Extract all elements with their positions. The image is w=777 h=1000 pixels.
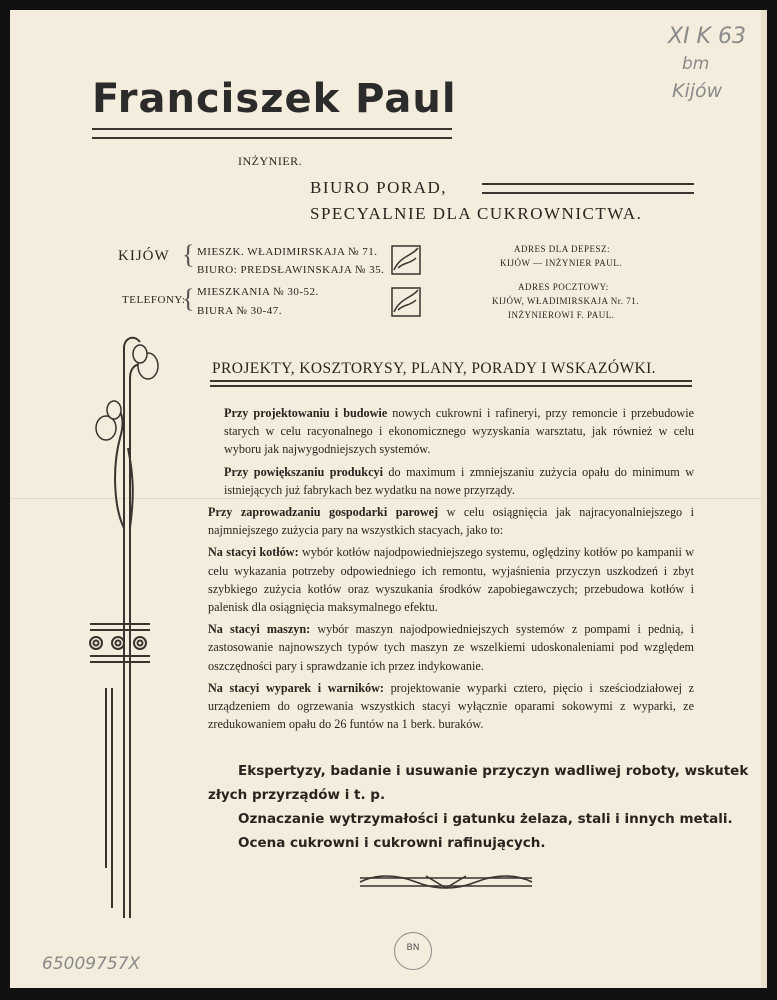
note-line-2: Kijów — [672, 80, 723, 102]
paragraph-evaporators — [208, 679, 694, 734]
paragraph-boilers-text: wybór kotłów najodpowiedniejszego systemu, oględziny kotłów po kampanii w celu wykazania potrzeby odpowiedniego ich remontu, wyjaśnienia przyczyn uszkodzeń i zbyt szybkiego zużycia kotłów oraz wyszukania środków zapobiegawczych; przebudowa kotłów i palenisk dla osiągnięcia maksymalnego efektu. — [208, 545, 695, 615]
page-title: Franciszek Paul — [92, 76, 457, 122]
paragraph-production-lead: Przy powiększaniu produkcyi — [224, 464, 383, 479]
office-line-1: BIURO PORAD, — [310, 178, 448, 197]
shelfmark-note: XI K 63 — [668, 24, 746, 49]
paragraph-design — [208, 404, 694, 459]
services-description — [208, 404, 694, 737]
address-home: MIESZK. WŁADIMIRSKAJA № 71. — [197, 246, 378, 258]
phones-brace: { — [182, 284, 195, 313]
note-line-1: bm — [682, 54, 710, 74]
postal-line-1: KIJÓW, WŁADIMIRSKAJA Nr. 71. — [492, 296, 640, 306]
paragraph-evaporators-lead: Na stacyi wyparek i warników: — [208, 680, 384, 695]
postal-label: ADRES POCZTOWY: — [518, 282, 609, 292]
title-rule — [92, 128, 452, 139]
paragraph-machines-text: wybór maszyn najodpowiedniejszych systemów z pompami i pednią, i zastosowanie najnowszych typów tych maszyn ze wszelkiemi udoskonaleniami pod względem oszczędności pary i sprawdzanie ich przez indykowanie. — [208, 622, 694, 673]
paragraph-steam-text: w celu osiągnięcia jak najracyonalniejszego i najmniejszego zużycia pary na wszystkich stacyach, jako to: — [208, 505, 694, 538]
paragraph-boilers — [208, 543, 694, 616]
address-office: BIURO: PREDSŁAWINSKAJA № 35. — [197, 264, 385, 276]
office-line-2: SPECYALNIE DLA CUKROWNICTWA. — [310, 204, 643, 223]
library-stamp-text: BN — [406, 943, 420, 953]
extras-line-4: Ocena cukrowni i cukrowni rafinujących. — [238, 835, 546, 851]
phone-office: BIURA № 30-47. — [197, 305, 283, 317]
city-brace: { — [182, 240, 195, 269]
library-stamp — [394, 932, 432, 970]
services-heading: PROJEKTY, KOSZTORYSY, PLANY, PORADY I WSKAZÓWKI. — [212, 360, 656, 377]
page-edge — [761, 10, 767, 988]
paragraph-production — [208, 463, 694, 499]
paragraph-design-text: nowych cukrowni i rafineryi, przy remoncie i przebudowie starych w celu racyonalnego i ekonomicznego wyzyskania warsztatu, jak również w celu wyboru jak najwygodniejszych systemów. — [224, 406, 694, 457]
floral-ornament-icon — [390, 242, 424, 322]
paragraph-design-lead: Przy projektowaniu i budowie — [224, 406, 388, 420]
paragraph-production-text: do maximum i zmniejszaniu zużycia opału do minimum w istniejących już fabrykach bez wydatku na nowe przyrządy. — [224, 464, 694, 497]
paragraph-steam — [208, 503, 694, 539]
bottom-scroll-ornament-icon — [356, 872, 536, 892]
letterhead-sheet — [10, 10, 767, 988]
telegram-label: ADRES DLA DEPESZ: — [514, 244, 611, 254]
postal-line-2: INŻYNIEROWI F. PAUL. — [508, 310, 615, 320]
paragraph-machines-lead: Na stacyi maszyn: — [208, 622, 311, 637]
phone-home: MIESZKANIA № 30-52. — [197, 286, 319, 298]
art-nouveau-plant-ornament-icon — [84, 328, 174, 928]
extras-line-2: złych przyrządów i t. p. — [208, 787, 386, 803]
telegram-value: KIJÓW — INŻYNIER PAUL. — [500, 258, 622, 268]
profession: INŻYNIER. — [238, 154, 303, 168]
paragraph-boilers-lead: Na stacyi kotłów: — [208, 545, 299, 560]
extras-line-3: Oznaczanie wytrzymałości i gatunku żelaza, stali i innych metali. — [238, 811, 733, 827]
phones-label: TELEFONY: — [122, 294, 186, 306]
paragraph-machines — [208, 620, 694, 675]
inventory-number: 65009757X — [42, 954, 141, 974]
city-label: KIJÓW — [118, 248, 170, 264]
services-rule — [210, 380, 692, 387]
extras-line-1: Ekspertyzy, badanie i usuwanie przyczyn wadliwej roboty, wskutek — [238, 763, 749, 779]
paragraph-steam-lead: Przy zaprowadzaniu gospodarki parowej — [208, 505, 439, 520]
paragraph-evaporators-text: projektowanie wyparki cztero, pięcio i sześciodziałowej z urządzeniem do ogrzewania wszystkich stacyi wyłącznie oparami sokowymi z wyparki, ze zredukowaniem opału do 26 funtów na 1 berk. buraków. — [208, 680, 694, 732]
office-rule — [482, 183, 694, 194]
